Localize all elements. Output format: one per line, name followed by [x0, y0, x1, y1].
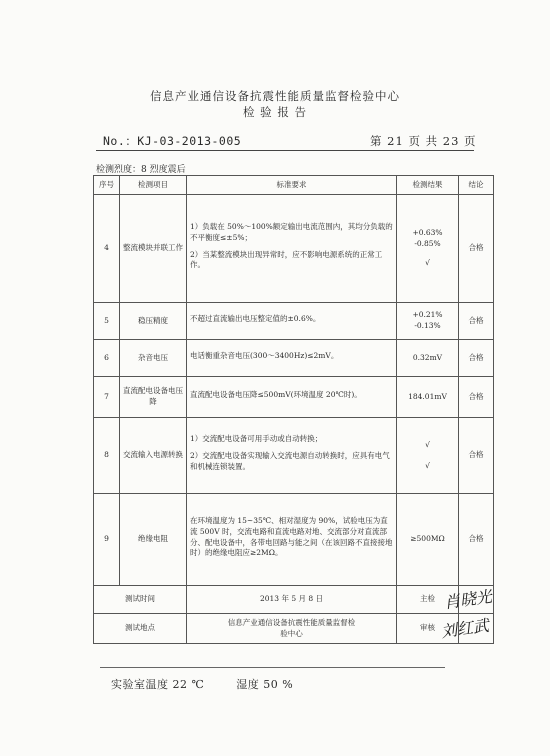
inspector-signature-text: 肖晓光 — [442, 586, 494, 613]
requirement-line: 1）负载在 50%～100%额定输出电流范围内，其均分负载的不平衡度≤±5%； — [190, 221, 393, 242]
result-value: ≥500MΩ — [410, 534, 445, 544]
row-conclusion: 合格 — [459, 377, 494, 418]
row-requirement — [187, 494, 397, 586]
result-value: +0.63% — [412, 228, 443, 238]
row-result — [397, 377, 459, 418]
col-header-no: 序号 — [94, 176, 120, 195]
row-requirement — [187, 377, 397, 418]
check-mark: √ — [425, 460, 430, 470]
row-result — [397, 195, 459, 303]
test-intensity: 检测烈度：8 烈度震后 — [96, 165, 186, 175]
requirement-line: 直流配电设备电压降≤500mV(环境温度 20℃时)。 — [190, 389, 362, 399]
row-requirement — [187, 340, 397, 377]
requirement-line: 在环境温度为 15~35℃、相对湿度为 90%，试验电压为直流 500V 时，交流电路和直流电路对地、交流部分对直流部分、配电设备中，各带电回路与能之间（在该回路不直接接地时）的绝缘电阻应≥2MΩ。 — [190, 515, 393, 558]
lab-environment: 实验室温度 22 ℃ 湿度 50 % — [111, 678, 294, 691]
table-row — [94, 303, 494, 340]
row-conclusion: 合格 — [459, 195, 494, 303]
bottom-divider — [100, 667, 445, 668]
header-divider — [96, 150, 474, 151]
org-title: 信息产业通信设备抗震性能质量监督检验中心 — [150, 89, 400, 103]
col-header-result: 检测结果 — [397, 176, 459, 195]
footer-row-time — [94, 586, 494, 614]
row-item: 杂音电压 — [120, 340, 187, 377]
row-conclusion: 合格 — [459, 303, 494, 340]
result-value: 0.32mV — [412, 352, 443, 362]
table-row — [94, 340, 494, 377]
row-no: 4 — [94, 195, 120, 303]
requirement-line: 不超过直流输出电压整定值的±0.6%。 — [190, 313, 321, 323]
row-item: 稳压精度 — [120, 303, 187, 340]
row-requirement — [187, 195, 397, 303]
row-conclusion: 合格 — [459, 340, 494, 377]
inspector-signature — [442, 586, 494, 614]
test-place-value — [187, 614, 397, 644]
test-place-label: 测试地点 — [94, 614, 187, 644]
report-number: No.：KJ-03-2013-005 — [103, 134, 242, 148]
row-no: 5 — [94, 303, 120, 340]
row-result — [397, 418, 459, 494]
result-value: 184.01mV — [408, 391, 447, 401]
row-item: 交流输入电源转换 — [120, 418, 187, 494]
row-result — [397, 340, 459, 377]
row-requirement — [187, 303, 397, 340]
row-conclusion: 合格 — [459, 418, 494, 494]
col-header-requirement: 标准要求 — [187, 176, 397, 195]
requirement-line: 2）交流配电设备实现输入交流电源自动转换时，应具有电气和机械连锁装置。 — [190, 451, 390, 471]
row-item: 直流配电设备电压降 — [120, 377, 187, 418]
table-row — [94, 195, 494, 303]
requirement-line: 电话衡重杂音电压(300～3400Hz)≤2mV。 — [190, 350, 339, 360]
col-header-item: 检测项目 — [120, 176, 187, 195]
row-item: 绝缘电阻 — [120, 494, 187, 586]
row-requirement — [187, 418, 397, 494]
reviewer-signature — [439, 614, 494, 644]
test-place-text: 信息产业通信设备抗震性能质量监督检验中心 — [227, 617, 356, 638]
row-no: 9 — [94, 494, 120, 586]
reviewer-label: 审核 — [397, 614, 459, 644]
test-time-value: 2013 年 5 月 8 日 — [187, 586, 397, 614]
row-no: 6 — [94, 340, 120, 377]
results-table — [93, 175, 494, 644]
row-conclusion: 合格 — [459, 494, 494, 586]
result-value: -0.85% — [414, 239, 441, 249]
requirement-line: 2）当某整流模块出现异常时，应不影响电源系统的正常工作。 — [190, 249, 383, 270]
result-value: +0.21% — [412, 310, 443, 320]
table-row — [94, 494, 494, 586]
page-info: 第 21 页 共 23 页 — [370, 134, 477, 148]
table-row — [94, 418, 494, 494]
row-no: 8 — [94, 418, 120, 494]
reviewer-signature-text: 刘红武 — [439, 615, 491, 642]
footer-row-place — [94, 614, 494, 644]
table-header-row — [94, 176, 494, 195]
col-header-conclusion: 结论 — [459, 176, 494, 195]
result-value: -0.13% — [414, 321, 441, 330]
table-row — [94, 377, 494, 418]
row-item: 整流模块并联工作 — [120, 195, 187, 303]
check-mark: √ — [425, 257, 430, 267]
inspector-label: 主检 — [397, 586, 459, 614]
row-result — [397, 303, 459, 340]
row-result — [397, 494, 459, 586]
test-time-label: 测试时间 — [94, 586, 187, 614]
requirement-line: 1）交流配电设备可用手动或自动转换； — [190, 434, 323, 444]
doc-title: 检 验 报 告 — [243, 105, 307, 119]
check-mark: √ — [425, 439, 430, 449]
row-no: 7 — [94, 377, 120, 418]
